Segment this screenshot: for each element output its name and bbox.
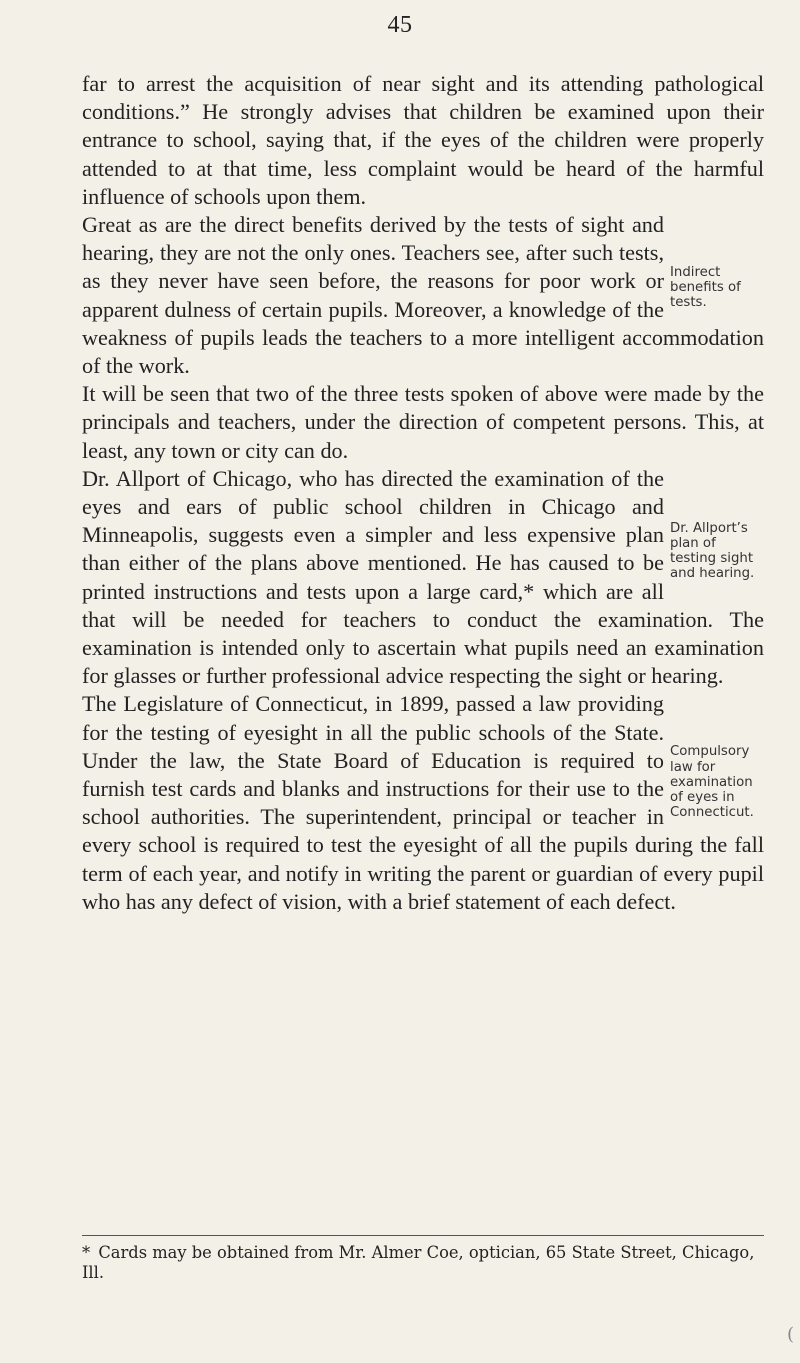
page-body xyxy=(82,70,764,916)
paragraph-3: It will be seen that two of the three tests spoken of above were made by the principals and teachers, under the direction of competent persons. This, at least, any town or city can do. xyxy=(82,381,764,463)
page-number: 45 xyxy=(387,12,413,38)
paragraph-4 xyxy=(82,465,764,691)
paragraph-2-text: Great as are the direct benefits derived by the tests of sight and hearing, they are not the only ones. Teachers see, after such tests, as they never have seen before, the reasons for poor work or apparent dulness of certain pupils. Moreover, a knowledge of the weakness of pupils leads the teachers to a more intelligent accommodation of the work. xyxy=(82,212,764,379)
margin-note-allport-plan: Dr. Allport’s plan of testing sight and hearing. xyxy=(670,520,755,582)
paragraph-1: far to arrest the acquisition of near sight and its attending pathological conditions.” He strongly advises that children be examined upon their entrance to school, saying that, if the eyes of the children were properly attended to at that time, less complaint would be heard of the harmful influence of schools upon them. xyxy=(82,71,764,209)
paragraph-5-text: The Legislature of Connecticut, in 1899, passed a law providing for the testing of eyesight in all the public schools of the State. Under the law, the State Board of Education is required to furnish test cards and blanks and instructions for their use to the school authorities. The superintendent, principal or teacher in every school is required to test the eyesight of all the pupils during the fall term of each year, and notify in writing the parent or guardian of every pupil who has any defect of vision, with a brief statement of each defect. xyxy=(82,691,764,914)
edge-mark: ( xyxy=(786,1324,794,1345)
margin-note-indirect-benefits: Indirect benefits of tests. xyxy=(670,265,741,311)
footnote-divider xyxy=(82,1235,764,1236)
paragraph-4-text: Dr. Allport of Chicago, who has directed the examination of the eyes and ears of public school children in Chicago and Minneapolis, suggests even a simpler and less expensive plan than either of the plans above mentioned. He has caused to be printed instructions and tests upon a large card,* which are all that will be needed for teachers to conduct the examination. The examination is intended only to ascertain what pupils need an examination for glasses or further professional advice respecting the sight or hearing. xyxy=(82,465,764,689)
footnote-marker: * xyxy=(82,1243,91,1262)
footnote-text: Cards may be obtained from Mr. Almer Coe, optician, 65 State Street, Chicago, Ill. xyxy=(82,1243,755,1282)
footnote xyxy=(82,1243,764,1283)
paragraph-5 xyxy=(82,690,764,916)
paragraph-2 xyxy=(82,211,764,380)
margin-note-compulsory-law: Compulsory law for examination of eyes in Connecticut. xyxy=(670,744,754,820)
